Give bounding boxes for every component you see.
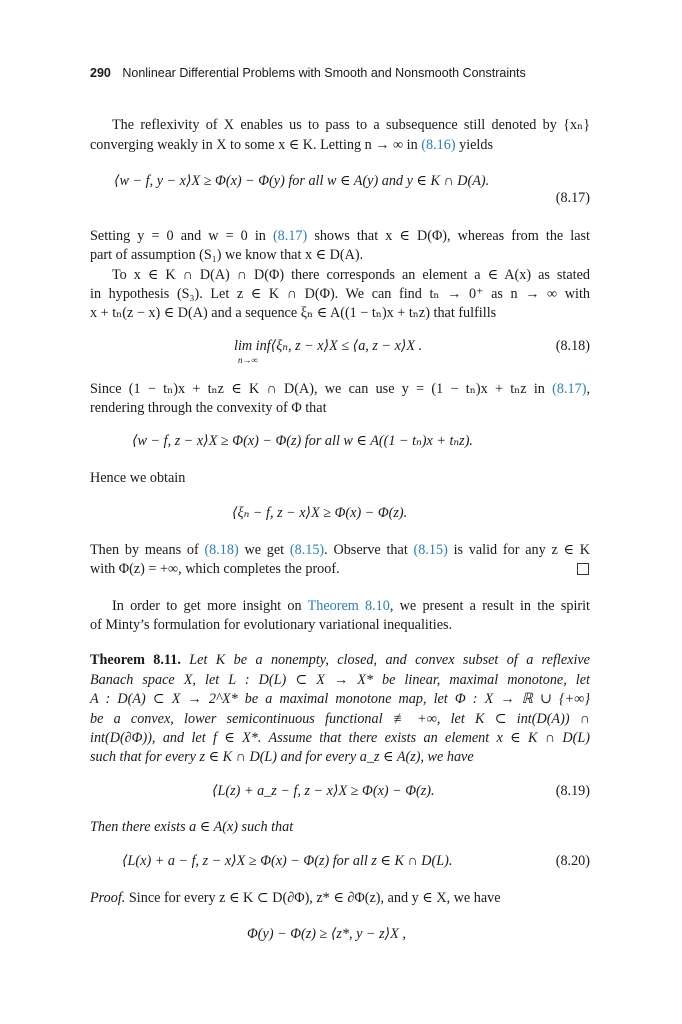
- limit-subscript: n→∞: [238, 355, 258, 365]
- equation-number-8-17: (8.17): [555, 190, 590, 206]
- para4-line2: with Φ(z) = +∞, which completes the proof.: [90, 561, 340, 577]
- para2-line4: in hypothesis (S₃). Let z ∈ K ∩ D(Φ). We can find tₙ → 0⁺ as n → ∞ with: [90, 286, 590, 302]
- theorem-label: Theorem 8.11.: [90, 652, 181, 668]
- theorem-line1: Theorem 8.11. Let K be a nonempty, closed, and convex subset of a reflexive: [90, 652, 590, 668]
- equation-8-19: ⟨L(z) + a_z − f, z − x⟩X ≥ Φ(x) − Φ(z).: [212, 783, 435, 799]
- theorem-ref-8-10[interactable]: Theorem 8.10: [307, 598, 390, 614]
- para4-line1: Then by means of (8.18) we get (8.15). Observe that (8.15) is valid for any z ∈ K: [90, 542, 591, 558]
- eq-ref-8-18[interactable]: (8.18): [204, 542, 239, 558]
- qed-square-icon: [577, 563, 589, 575]
- eq-ref-8-15[interactable]: (8.15): [289, 542, 325, 558]
- hence-line: Hence we obtain: [90, 470, 186, 486]
- theorem-line3: A : D(A) ⊂ X → 2^X* be a maximal monotone map, let Φ : X → ℝ ∪ {+∞}: [90, 691, 590, 707]
- para5-line1: In order to get more insight on Theorem 8.10, we present a result in the spirit: [112, 598, 590, 614]
- equation-number-8-18: (8.18): [555, 338, 590, 354]
- equation-8-17: ⟨w − f, y − x⟩X ≥ Φ(x) − Φ(y) for all w ∈ A(y) and y ∈ K ∩ D(A).: [114, 173, 490, 189]
- para5-line2: of Minty’s formulation for evolutionary variational inequalities.: [90, 617, 453, 633]
- equation-number-8-20: (8.20): [555, 853, 590, 869]
- running-header: [90, 66, 526, 80]
- eq-ref-8-17b[interactable]: (8.17): [552, 381, 587, 397]
- equation-8-18: lim inf⟨ξₙ, z − x⟩X ≤ ⟨a, z − x⟩X .: [234, 338, 423, 354]
- proof-label: Proof.: [90, 890, 126, 906]
- para1-line1: The reflexivity of X enables us to pass to a subsequence still denoted by {xₙ}: [112, 117, 590, 133]
- equation-number-8-19: (8.19): [555, 783, 590, 799]
- para2-line1: Setting y = 0 and w = 0 in (8.17) shows that x ∈ D(Φ), whereas from the last: [90, 228, 590, 244]
- page-number: 290: [90, 66, 111, 80]
- equation-unnumbered-2: ⟨ξₙ − f, z − x⟩X ≥ Φ(x) − Φ(z).: [232, 505, 408, 521]
- para3-line2: rendering through the convexity of Φ that: [90, 400, 327, 416]
- then-line: Then there exists a ∈ A(x) such that: [90, 819, 294, 835]
- eq-ref-8-15b[interactable]: (8.15): [413, 542, 448, 558]
- equation-unnumbered-3: Φ(y) − Φ(z) ≥ ⟨z*, y − z⟩X ,: [247, 926, 406, 942]
- theorem-line5: int(D(∂Φ)), and let f ∈ X*. Assume that there exists an element x ∈ K ∩ D(L): [90, 730, 590, 746]
- chapter-title: Nonlinear Differential Problems with Smooth and Nonsmooth Constraints: [122, 66, 526, 80]
- para2-line3: To x ∈ K ∩ D(A) ∩ D(Φ) there corresponds an element a ∈ A(x) as stated: [112, 267, 590, 283]
- para1-line2: converging weakly in X to some x ∈ K. Letting n → ∞ in (8.16) yields: [90, 137, 493, 153]
- proof-line: Proof. Since for every z ∈ K ⊂ D(∂Φ), z* ∈ ∂Φ(z), and y ∈ X, we have: [90, 890, 501, 906]
- para2-line5: x + tₙ(z − x) ∈ D(A) and a sequence ξₙ ∈ A((1 − tₙ)x + tₙz) that fulfills: [90, 305, 497, 321]
- equation-8-20: ⟨L(x) + a − f, z − x⟩X ≥ Φ(x) − Φ(z) for all z ∈ K ∩ D(L).: [122, 853, 453, 869]
- equation-unnumbered-1: ⟨w − f, z − x⟩X ≥ Φ(x) − Φ(z) for all w ∈ A((1 − tₙ)x + tₙz).: [132, 433, 473, 449]
- para2-line2: part of assumption (S₁) we know that x ∈ D(A).: [90, 247, 364, 263]
- para3-line1: Since (1 − tₙ)x + tₙz ∈ K ∩ D(A), we can use y = (1 − tₙ)x + tₙz in (8.17),: [90, 381, 590, 397]
- theorem-line4: be a convex, lower semicontinuous functional ≢ +∞, let K ⊂ int(D(A)) ∩: [90, 711, 590, 727]
- theorem-line6: such that for every z ∈ K ∩ D(L) and for every a_z ∈ A(z), we have: [90, 749, 474, 765]
- theorem-line2: Banach space X, let L : D(L) ⊂ X → X* be linear, maximal monotone, let: [90, 672, 590, 688]
- eq-ref-8-16[interactable]: (8.16): [421, 137, 456, 153]
- eq-ref-8-17[interactable]: (8.17): [272, 228, 308, 244]
